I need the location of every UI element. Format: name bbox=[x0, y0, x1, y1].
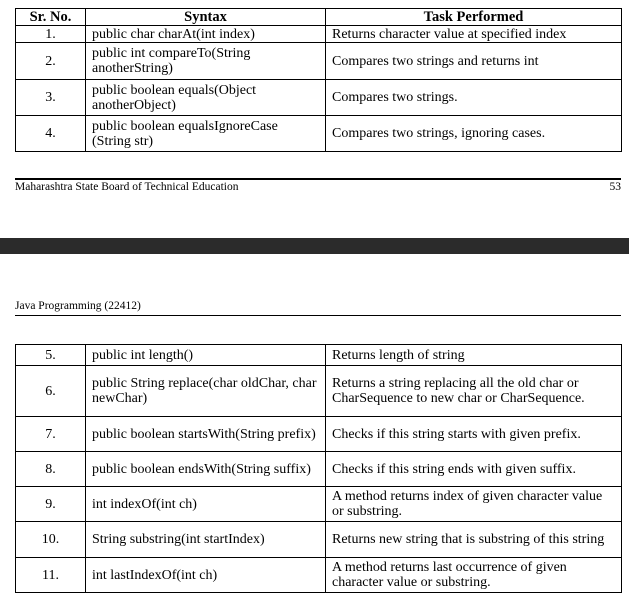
row-task: Compares two strings, ignoring cases. bbox=[326, 116, 622, 152]
table-row bbox=[16, 558, 622, 593]
row-task: Checks if this string starts with given prefix. bbox=[326, 417, 622, 452]
row-number: 7. bbox=[16, 417, 86, 452]
row-syntax: String substring(int startIndex) bbox=[86, 522, 326, 558]
table-row bbox=[16, 116, 622, 152]
header-syntax: Syntax bbox=[86, 9, 326, 26]
row-syntax: public String replace(char oldChar, char newChar) bbox=[86, 366, 326, 417]
table-row bbox=[16, 452, 622, 487]
row-task: A method returns last occurrence of given character value or substring. bbox=[326, 558, 622, 593]
row-task: A method returns index of given character value or substring. bbox=[326, 487, 622, 522]
table-row bbox=[16, 366, 622, 417]
table-row bbox=[16, 522, 622, 558]
row-syntax: int lastIndexOf(int ch) bbox=[86, 558, 326, 593]
row-task: Returns character value at specified index bbox=[326, 26, 622, 43]
footer-board-name: Maharashtra State Board of Technical Education bbox=[15, 181, 239, 193]
row-syntax: int indexOf(int ch) bbox=[86, 487, 326, 522]
row-number: 4. bbox=[16, 116, 86, 152]
page-separator bbox=[0, 238, 629, 254]
header-task-performed: Task Performed bbox=[326, 9, 622, 26]
header-sr-no: Sr. No. bbox=[16, 9, 86, 26]
table-row bbox=[16, 487, 622, 522]
page-footer bbox=[15, 181, 621, 193]
header-rule bbox=[15, 315, 621, 316]
row-syntax: public boolean equalsIgnoreCase (String str) bbox=[86, 116, 326, 152]
row-number: 9. bbox=[16, 487, 86, 522]
row-number: 1. bbox=[16, 26, 86, 43]
row-number: 3. bbox=[16, 80, 86, 116]
row-number: 5. bbox=[16, 345, 86, 366]
table-row bbox=[16, 345, 622, 366]
row-task: Returns a string replacing all the old char or CharSequence to new char or CharSequence. bbox=[326, 366, 622, 417]
string-methods-table-bottom bbox=[15, 344, 622, 593]
page-header-title: Java Programming (22412) bbox=[15, 300, 141, 312]
row-number: 2. bbox=[16, 43, 86, 80]
row-syntax: public boolean endsWith(String suffix) bbox=[86, 452, 326, 487]
row-number: 10. bbox=[16, 522, 86, 558]
row-number: 11. bbox=[16, 558, 86, 593]
row-syntax: public boolean startsWith(String prefix) bbox=[86, 417, 326, 452]
row-task: Checks if this string ends with given suffix. bbox=[326, 452, 622, 487]
row-number: 6. bbox=[16, 366, 86, 417]
row-syntax: public char charAt(int index) bbox=[86, 26, 326, 43]
row-task: Returns new string that is substring of this string bbox=[326, 522, 622, 558]
row-task: Compares two strings and returns int bbox=[326, 43, 622, 80]
table-header-row bbox=[16, 9, 622, 26]
row-task: Compares two strings. bbox=[326, 80, 622, 116]
row-number: 8. bbox=[16, 452, 86, 487]
table-row bbox=[16, 417, 622, 452]
string-methods-table-top bbox=[15, 8, 622, 152]
row-syntax: public int compareTo(String anotherString) bbox=[86, 43, 326, 80]
row-task: Returns length of string bbox=[326, 345, 622, 366]
footer-rule bbox=[15, 178, 621, 180]
table-row bbox=[16, 43, 622, 80]
row-syntax: public boolean equals(Object anotherObject) bbox=[86, 80, 326, 116]
row-syntax: public int length() bbox=[86, 345, 326, 366]
table-row bbox=[16, 26, 622, 43]
table-row bbox=[16, 80, 622, 116]
footer-page-number: 53 bbox=[609, 181, 621, 193]
